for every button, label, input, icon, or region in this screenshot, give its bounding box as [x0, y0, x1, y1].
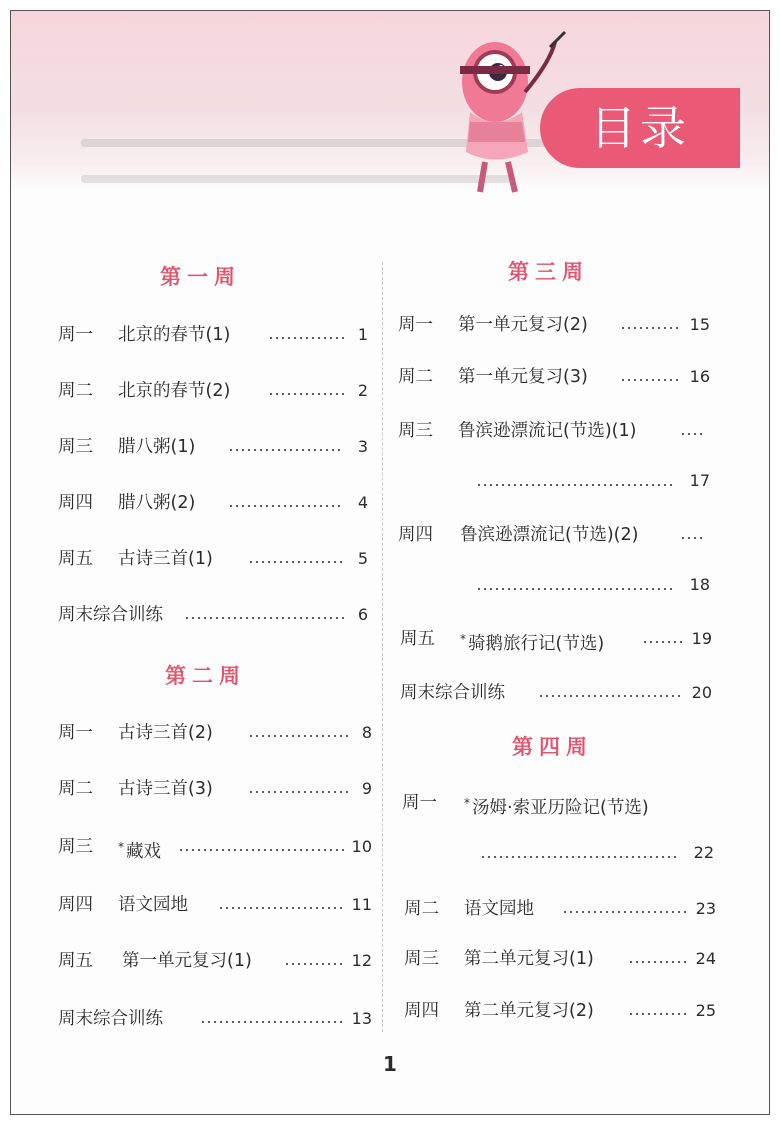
toc-entry[interactable] — [58, 832, 372, 862]
toc-leader — [538, 695, 684, 697]
toc-lesson: 语文园地 — [464, 899, 534, 919]
toc-page: 13 — [351, 1009, 372, 1028]
toc-entry[interactable] — [404, 996, 716, 1026]
toc-day: 周五 — [58, 549, 93, 569]
toc-leader — [628, 961, 688, 963]
toc-entry[interactable] — [400, 624, 712, 654]
toc-entry[interactable] — [398, 520, 710, 550]
toc-page: 8 — [361, 723, 372, 742]
toc-page: 2 — [357, 381, 368, 400]
toc-lesson: 古诗三首(3) — [118, 779, 213, 799]
column-divider — [382, 262, 383, 1032]
toc-entry[interactable] — [398, 310, 710, 340]
toc-entry[interactable] — [400, 678, 712, 708]
toc-leader — [248, 561, 344, 563]
toc-entry[interactable] — [58, 890, 372, 920]
toc-leader — [642, 641, 684, 643]
toc-day: 周四 — [58, 895, 93, 915]
toc-day: 周二 — [404, 899, 439, 919]
toc-day: 周五 — [58, 951, 93, 971]
toc-page: 15 — [689, 315, 710, 334]
toc-entry[interactable] — [404, 944, 716, 974]
toc-page: 4 — [357, 493, 368, 512]
toc-leader — [228, 449, 344, 451]
toc-leader — [284, 963, 344, 965]
toc-leader — [680, 537, 702, 539]
toc-leader — [200, 1021, 344, 1023]
week-title: 第三周 — [508, 260, 589, 284]
toc-leader-continued — [480, 856, 680, 858]
toc-page: 6 — [357, 605, 368, 624]
toc-lesson: 第一单元复习(3) — [458, 367, 588, 387]
toc-page: 19 — [691, 629, 712, 648]
toc-leader-continued — [476, 484, 676, 486]
toc-entry[interactable] — [58, 774, 372, 804]
toc-page: 5 — [357, 549, 368, 568]
toc-entry[interactable] — [398, 362, 710, 392]
toc-day: 周三 — [404, 949, 439, 969]
toc-day: 周三 — [398, 421, 433, 441]
toc-page: 23 — [695, 899, 716, 918]
toc-day: 周四 — [398, 525, 433, 545]
toc-entry[interactable] — [404, 894, 716, 924]
week-title: 第二周 — [165, 664, 246, 688]
toc-lesson: 语文园地 — [118, 895, 188, 915]
optional-mark: * — [118, 840, 124, 854]
toc-page: 22 — [693, 843, 714, 862]
toc-lesson: 鲁滨逊漂流记(节选)(1) — [458, 421, 637, 441]
toc-entry[interactable] — [398, 416, 710, 446]
toc-lesson: 古诗三首(1) — [118, 549, 213, 569]
toc-leader-continued — [476, 588, 676, 590]
toc-page: 20 — [691, 683, 712, 702]
toc-day: 周四 — [404, 1001, 439, 1021]
toc-leader — [680, 433, 702, 435]
optional-mark: * — [460, 632, 466, 646]
toc-page: 25 — [695, 1001, 716, 1020]
toc-day: 周一 — [58, 723, 93, 743]
toc-lesson: 藏戏 — [126, 842, 161, 862]
toc-lesson: 骑鹅旅行记(节选) — [468, 634, 605, 654]
toc-lesson: 第一单元复习(1) — [122, 951, 252, 971]
toc-entry[interactable] — [58, 432, 368, 462]
toc-day: 周三 — [58, 437, 93, 457]
toc-lesson: 汤姆·索亚历险记(节选) — [472, 798, 649, 818]
toc-lesson: 腊八粥(2) — [118, 493, 196, 513]
toc-day: 周三 — [58, 837, 93, 857]
toc-day: 周一 — [58, 325, 93, 345]
toc-page: 18 — [689, 575, 710, 594]
toc-leader — [620, 327, 680, 329]
toc-entry[interactable] — [58, 376, 368, 406]
toc-page: 3 — [357, 437, 368, 456]
toc-entry[interactable] — [58, 718, 372, 748]
toc-leader — [184, 617, 344, 619]
toc-entry[interactable] — [58, 600, 368, 630]
toc-day: 周五 — [400, 629, 435, 649]
optional-mark: * — [464, 796, 470, 810]
toc-leader — [228, 505, 344, 507]
toc-day: 周二 — [398, 367, 433, 387]
toc-lesson: 北京的春节(2) — [118, 381, 231, 401]
toc-lesson: 周末综合训练 — [58, 1009, 163, 1029]
toc-lesson: 古诗三首(2) — [118, 723, 213, 743]
toc-entry[interactable] — [58, 488, 368, 518]
toc-lesson: 北京的春节(1) — [118, 325, 231, 345]
toc-entry[interactable] — [58, 544, 368, 574]
toc-page: 16 — [689, 367, 710, 386]
toc-lesson: 周末综合训练 — [58, 605, 163, 625]
week-title: 第一周 — [160, 265, 241, 289]
toc-leader — [218, 907, 344, 909]
toc-entry[interactable] — [58, 1004, 372, 1034]
toc-lesson: 第二单元复习(2) — [464, 1001, 594, 1021]
toc-entry[interactable] — [58, 946, 372, 976]
toc-leader — [620, 379, 680, 381]
toc-lesson: 鲁滨逊漂流记(节选)(2) — [460, 525, 639, 545]
toc-leader — [268, 393, 344, 395]
toc-page: 10 — [351, 837, 372, 856]
page-title: 目录 — [590, 101, 690, 155]
toc-lesson: 第二单元复习(1) — [464, 949, 594, 969]
toc-page: 11 — [351, 895, 372, 914]
toc-day: 周二 — [58, 779, 93, 799]
toc-lesson: 腊八粥(1) — [118, 437, 196, 457]
toc-page: 12 — [351, 951, 372, 970]
toc-day: 周一 — [402, 793, 437, 813]
toc-day: 周二 — [58, 381, 93, 401]
toc-page: 9 — [361, 779, 372, 798]
toc-leader — [562, 911, 688, 913]
toc-page: 17 — [689, 471, 710, 490]
toc-leader — [268, 337, 344, 339]
week-title: 第四周 — [512, 735, 593, 759]
toc-page: 1 — [357, 325, 368, 344]
toc-entry[interactable] — [402, 788, 714, 818]
toc-lesson: 第一单元复习(2) — [458, 315, 588, 335]
toc-day: 周四 — [58, 493, 93, 513]
page-number: 1 — [383, 1052, 397, 1076]
toc-leader — [178, 849, 344, 851]
toc-leader — [248, 735, 348, 737]
toc-entry[interactable] — [58, 320, 368, 350]
toc-leader — [628, 1013, 688, 1015]
toc-leader — [248, 791, 348, 793]
toc-day: 周一 — [398, 315, 433, 335]
toc-page: 24 — [695, 949, 716, 968]
toc-lesson: 周末综合训练 — [400, 683, 505, 703]
